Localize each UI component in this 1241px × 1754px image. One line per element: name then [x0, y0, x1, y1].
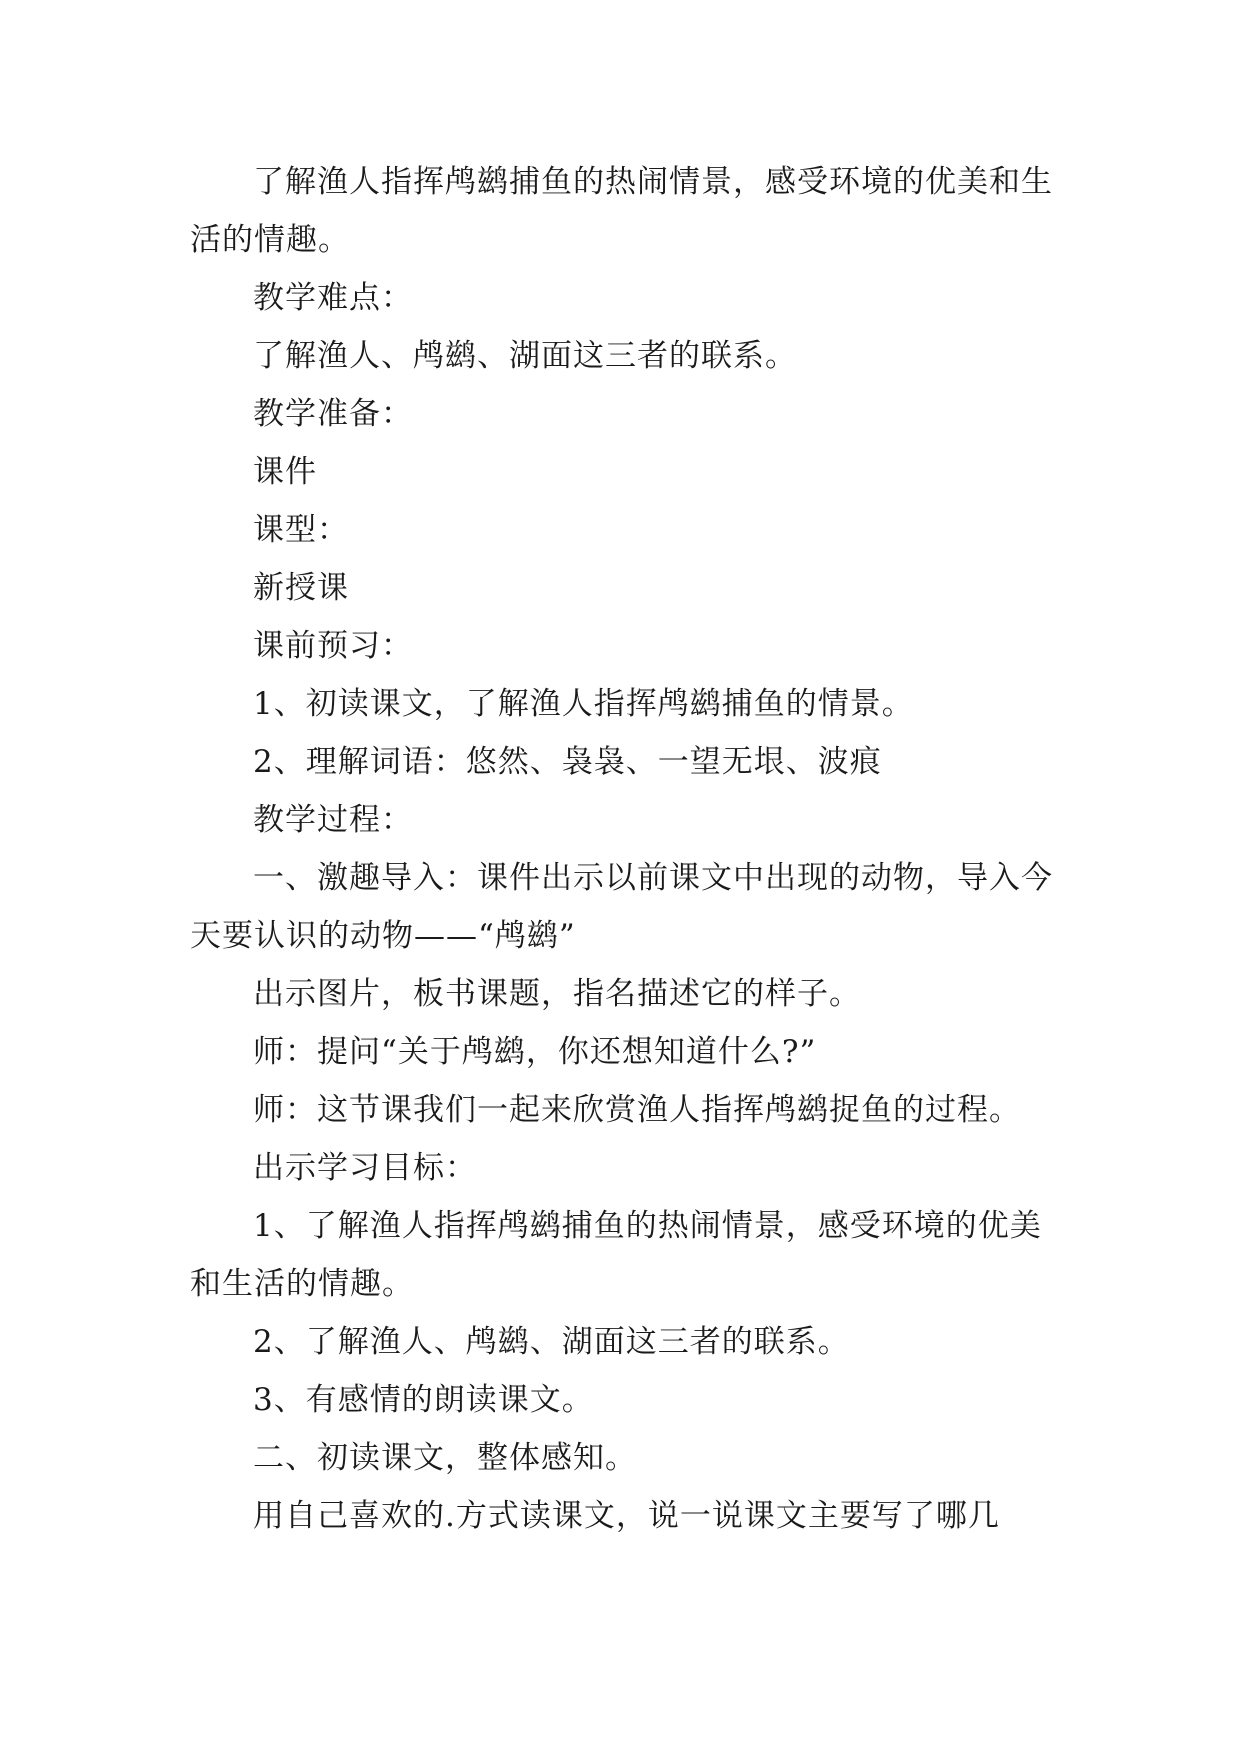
- list-item-goal-2: 2、了解渔人、鸬鹚、湖面这三者的联系。: [253, 1324, 850, 1360]
- paragraph-show-picture: 出示图片，板书课题，指名描述它的样子。: [253, 976, 861, 1012]
- paragraph-teacher-question: 师：提问“关于鸬鹚，你还想知道什么?”: [253, 1034, 817, 1070]
- paragraph-first-reading: 用自己喜欢的.方式读课文，说一说课文主要写了哪几: [253, 1498, 1000, 1534]
- heading-preparation: 教学准备：: [253, 396, 413, 432]
- heading-first-reading: 二、初读课文，整体感知。: [253, 1440, 637, 1476]
- paragraph-key-point: 了解渔人指挥鸬鹚捕鱼的热闹情景，感受环境的优美和生活的情趣。: [190, 164, 1053, 258]
- paragraph-difficulty: 了解渔人、鸬鹚、湖面这三者的联系。: [253, 338, 797, 374]
- paragraph-preparation: 课件: [253, 454, 317, 490]
- list-item-preview-2: 2、理解词语：悠然、袅袅、一望无垠、波痕: [253, 744, 882, 780]
- heading-goals: 出示学习目标：: [253, 1150, 477, 1186]
- heading-preview: 课前预习：: [253, 628, 413, 664]
- list-item-goal-3: 3、有感情的朗读课文。: [253, 1382, 594, 1418]
- heading-lesson-type: 课型：: [253, 512, 349, 548]
- paragraph-lesson-type: 新授课: [253, 570, 349, 606]
- paragraph-intro: 一、激趣导入：课件出示以前课文中出现的动物，导入今天要认识的动物——“鸬鹚”: [190, 860, 1053, 954]
- heading-process: 教学过程：: [253, 802, 413, 838]
- list-item-goal-1: 1、了解渔人指挥鸬鹚捕鱼的热闹情景，感受环境的优美和生活的情趣。: [190, 1208, 1042, 1302]
- paragraph-teacher-statement: 师：这节课我们一起来欣赏渔人指挥鸬鹚捉鱼的过程。: [253, 1092, 1021, 1128]
- list-item-preview-1: 1、初读课文，了解渔人指挥鸬鹚捕鱼的情景。: [253, 686, 914, 722]
- document-body: [190, 153, 1070, 1545]
- heading-difficulty: 教学难点：: [253, 280, 413, 316]
